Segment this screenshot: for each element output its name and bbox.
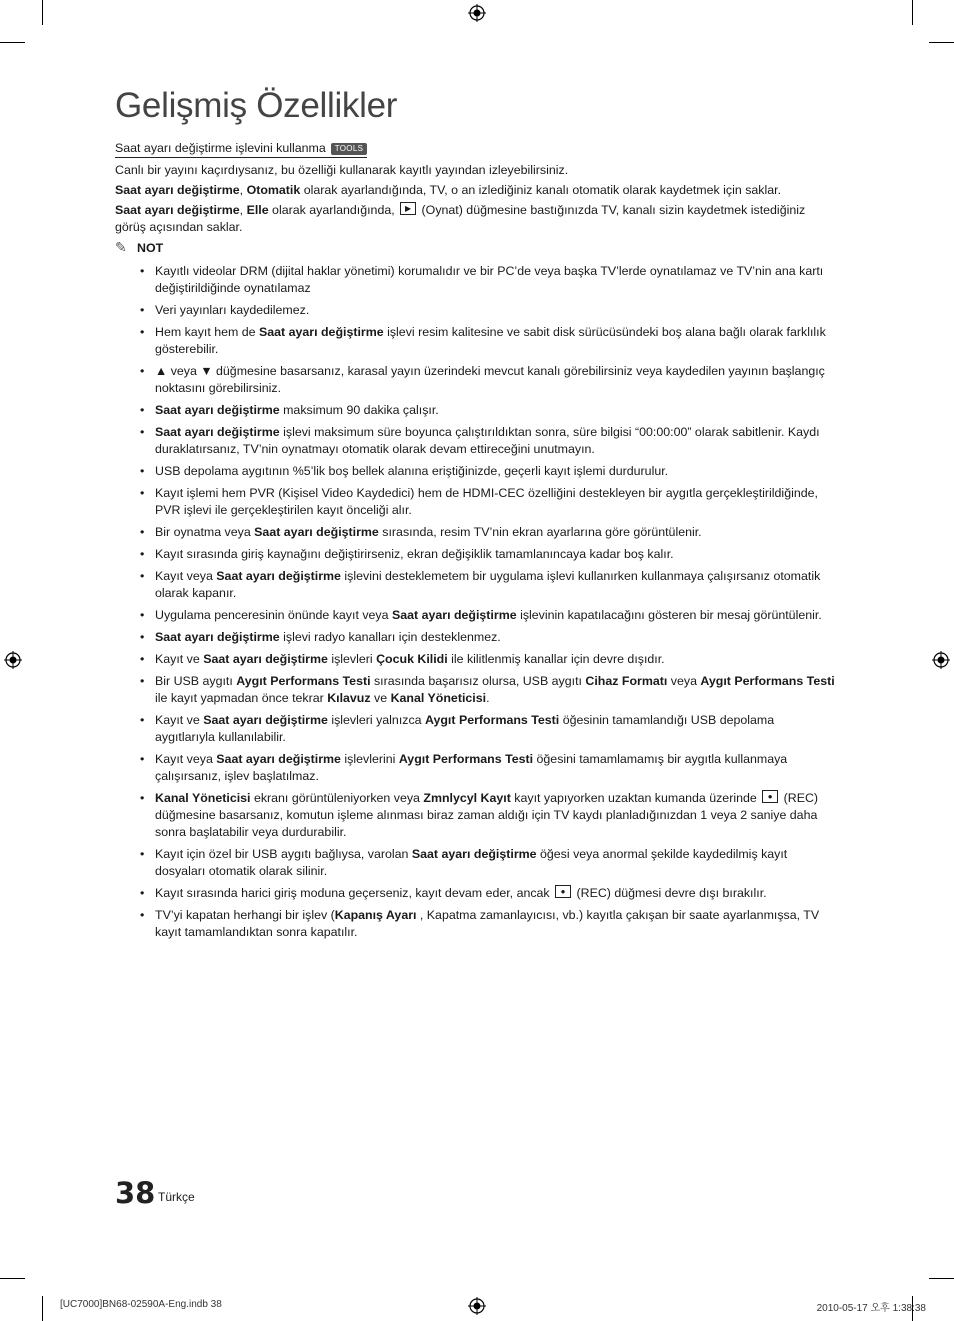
bold-term: Saat ayarı değiştirme <box>115 203 240 217</box>
bold-term: Saat ayarı değiştirme <box>155 403 280 417</box>
crop-mark-bottom-left-v <box>42 1296 43 1321</box>
text-run: (REC) düğmesi devre dışı bırakılır. <box>573 886 767 900</box>
text-run: Veri yayınları kaydedilemez. <box>155 303 310 317</box>
text-run: işlevi radyo kanalları için desteklenmez. <box>279 630 501 644</box>
registration-mark-right-icon <box>932 651 950 669</box>
text-run: Kayıtlı videolar DRM (dijital haklar yönetimi) korumalıdır ve bir PC’de veya başka TV’lerde oynatılamaz ve TV’nin ana kartı değiştirildiğinde oynatılamaz <box>155 264 824 295</box>
text-run: işlevini desteklemetem bir uygulama işlevi kullanırken kullanmaya çalışırsanız otomatik olarak kapanır. <box>155 569 821 600</box>
bold-term: Saat ayarı değiştirme <box>216 569 341 583</box>
text-run: , <box>239 183 247 197</box>
text-run: Kayıt ve <box>155 652 204 666</box>
intro-paragraphs <box>115 162 835 236</box>
body-paragraph <box>115 182 835 199</box>
text-run: işlevi maksimum süre boyunca çalıştırıldıktan sonra, süre bilgisi “00:00:00” olarak sabitlenir. Kaydı duraklatırsanız, TV’nin oynatmayı otomatik olarak devam ettireceğini unutmayın. <box>155 425 820 456</box>
list-item <box>140 363 835 397</box>
registration-mark-top-icon <box>468 4 486 22</box>
text-run: ile kilitlenmiş kanallar için devre dışıdır. <box>447 652 665 666</box>
registration-mark-bottom-icon <box>468 1297 486 1315</box>
bold-term: Saat ayarı değiştirme <box>115 183 240 197</box>
bold-term: Saat ayarı değiştirme <box>216 752 341 766</box>
bold-term: Zmnlycyl Kayıt <box>423 791 511 805</box>
list-item <box>140 324 835 358</box>
text-run: ▲ veya ▼ düğmesine basarsanız, karasal yayın üzerindeki mevcut kanalı görebilirsiniz veya kaydedilen yayının başlangıç noktasını görebilirsiniz. <box>155 364 825 395</box>
list-item <box>140 524 835 541</box>
text-run: (REC) düğmesine basarsanız, komutun işleme alınması biraz zaman aldığı için TV kaydı planladığınızdan 1 veya 2 saniye daha sonra başlatabilir veya durdurabilir. <box>155 791 819 839</box>
tools-badge: TOOLS <box>331 143 367 155</box>
crop-mark-bottom-left-h <box>0 1278 25 1279</box>
text-run: Kayıt sırasında harici giriş moduna geçerseniz, kayıt devam eder, ancak <box>155 886 554 900</box>
bold-term: Kanal Yöneticisi <box>155 791 251 805</box>
text-run: Uygulama penceresinin önünde kayıt veya <box>155 608 392 622</box>
page-number: 38 <box>115 1176 156 1210</box>
footer-date-info: 2010-05-17 오후 1:38:38 <box>816 1303 926 1314</box>
text-run: . <box>486 691 490 705</box>
text-run: , Kapatma zamanlayıcısı, vb.) kayıtla çakışan bir saate ayarlanmışsa, TV kayıt tamamlandıktan sonra kapatılır. <box>155 908 820 939</box>
list-item <box>140 790 835 841</box>
text-run: Kayıt için özel bir USB aygıtı bağlıysa, varolan <box>155 847 412 861</box>
text-run: sırasında başarısız olursa, USB aygıtı <box>370 674 586 688</box>
page-title: Gelişmiş Özellikler <box>115 86 398 125</box>
rec-icon: ● <box>762 790 778 803</box>
text-run: işlevi resim kalitesine ve sabit disk sürücüsündeki boş alana bağlı olarak farklılık gösterebilir. <box>155 325 826 356</box>
list-item <box>140 673 835 707</box>
bold-term: Aygıt Performans Testi <box>700 674 835 688</box>
text-run: (Oynat) düğmesine bastığınızda TV, kanalı sizin kaydetmek istediğiniz görüş açısından saklar. <box>115 203 806 234</box>
note-label: NOT <box>137 241 164 255</box>
text-run: Kayıt ve <box>155 713 204 727</box>
text-run: maksimum 90 dakika çalışır. <box>279 403 439 417</box>
bold-term: Saat ayarı değiştirme <box>254 525 379 539</box>
text-run: öğesi veya anormal şekilde kaydedilmiş kayıt dosyaları otomatik olarak silinir. <box>155 847 788 878</box>
text-run: ile kayıt yapmadan önce tekrar <box>155 691 328 705</box>
text-run: öğesini tamamlamamış bir aygıtla kullanmaya çalışırsanız, işlev başlatılmaz. <box>155 752 788 783</box>
list-item <box>140 424 835 458</box>
text-run: Kayıt sırasında giriş kaynağını değiştirirseniz, ekran değişiklik tamamlanıncaya kadar boş kalır. <box>155 547 674 561</box>
text-run: Canlı bir yayını kaçırdıysanız, bu özelliği kullanarak kayıtlı yayından izleyebilirsiniz. <box>115 163 569 177</box>
list-item <box>140 885 835 902</box>
text-run: Kayıt veya <box>155 569 217 583</box>
section-heading-text: Saat ayarı değiştirme işlevini kullanma <box>115 141 326 155</box>
bold-term: Kılavuz <box>327 691 371 705</box>
text-run: olarak ayarlandığında, <box>268 203 399 217</box>
bold-term: Saat ayarı değiştirme <box>155 630 280 644</box>
text-run: işlevleri yalnızca <box>327 713 425 727</box>
section-heading <box>115 140 367 158</box>
text-run: ve <box>370 691 391 705</box>
bold-term: Elle <box>246 203 269 217</box>
text-run: kayıt yapıyorken uzaktan kumanda üzerinde <box>510 791 761 805</box>
text-run: Bir oynatma veya <box>155 525 255 539</box>
note-list <box>115 263 835 941</box>
list-item <box>140 402 835 419</box>
page-language: Türkçe <box>158 1190 195 1204</box>
text-run: işlevleri <box>327 652 377 666</box>
bold-term: Aygıt Performans Testi <box>424 713 560 727</box>
text-run: ekranı görüntüleniyorken veya <box>250 791 424 805</box>
text-run: , <box>239 203 247 217</box>
list-item <box>140 546 835 563</box>
bold-term: Cihaz Formatı <box>585 674 668 688</box>
bold-term: Aygıt Performans Testi <box>236 674 371 688</box>
list-item <box>140 607 835 624</box>
text-run: Hem kayıt hem de <box>155 325 259 339</box>
list-item <box>140 907 835 941</box>
text-run: olarak ayarlandığında, TV, o an izlediğiniz kanalı otomatik olarak kaydetmek için saklar. <box>300 183 782 197</box>
crop-mark-bottom-right-h <box>929 1278 954 1279</box>
bold-term: Saat ayarı değiştirme <box>411 847 537 861</box>
text-run: sırasında, resim TV’nin ekran ayarlarına göre görüntülenir. <box>378 525 702 539</box>
bold-term: Saat ayarı değiştirme <box>203 652 328 666</box>
text-run: veya <box>667 674 701 688</box>
bold-term: Saat ayarı değiştirme <box>155 425 280 439</box>
bold-term: Saat ayarı değiştirme <box>258 325 384 339</box>
text-run: işlevinin kapatılacağını gösteren bir mesaj görüntülenir. <box>516 608 822 622</box>
body-paragraph <box>115 202 835 236</box>
bold-term: Kanal Yöneticisi <box>390 691 487 705</box>
list-item <box>140 629 835 646</box>
play-icon: ▶ <box>400 202 416 215</box>
text-run: Kayıt veya <box>155 752 217 766</box>
note-heading <box>115 239 835 257</box>
crop-mark-top-left-v <box>42 0 43 25</box>
bold-term: Saat ayarı değiştirme <box>391 608 517 622</box>
registration-mark-left-icon <box>4 651 22 669</box>
rec-icon: ● <box>555 885 571 898</box>
list-item <box>140 568 835 602</box>
bold-term: Aygıt Performans Testi <box>398 752 534 766</box>
list-item <box>140 846 835 880</box>
crop-mark-top-right-v <box>912 0 913 25</box>
bold-term: Çocuk Kilidi <box>376 652 448 666</box>
text-run: işlevlerini <box>340 752 399 766</box>
list-item <box>140 712 835 746</box>
bold-term: Saat ayarı değiştirme <box>203 713 328 727</box>
crop-mark-top-right-h <box>929 42 954 43</box>
list-item <box>140 463 835 480</box>
list-item <box>140 751 835 785</box>
list-item <box>140 485 835 519</box>
list-item <box>140 302 835 319</box>
text-run: Kayıt işlemi hem PVR (Kişisel Video Kaydedici) hem de HDMI-CEC özelliğini destekleyen bir aygıtla gerçekleştirildiğinde, PVR işlevi ile gerçekleştirilen kayıt önceliği alır. <box>155 486 818 517</box>
bold-term: Otomatik <box>246 183 301 197</box>
main-content <box>115 140 835 946</box>
text-run: öğesinin tamamlandığı USB depolama aygıtlarıyla kullanılabilir. <box>155 713 775 744</box>
text-run: USB depolama aygıtının %5’lik boş bellek alanına eriştiğinizde, geçerli kayıt işlemi durdurulur. <box>155 464 669 478</box>
list-item <box>140 263 835 297</box>
bold-term: Kapanış Ayarı <box>334 908 417 922</box>
note-pencil-icon: ✎ <box>115 239 127 255</box>
body-paragraph <box>115 162 835 179</box>
text-run: TV’yi kapatan herhangi bir işlev ( <box>155 908 335 922</box>
text-run: Bir USB aygıtı <box>155 674 237 688</box>
footer-file-info: [UC7000]BN68-02590A-Eng.indb 38 <box>60 1299 222 1310</box>
crop-mark-top-left-h <box>0 42 25 43</box>
list-item <box>140 651 835 668</box>
